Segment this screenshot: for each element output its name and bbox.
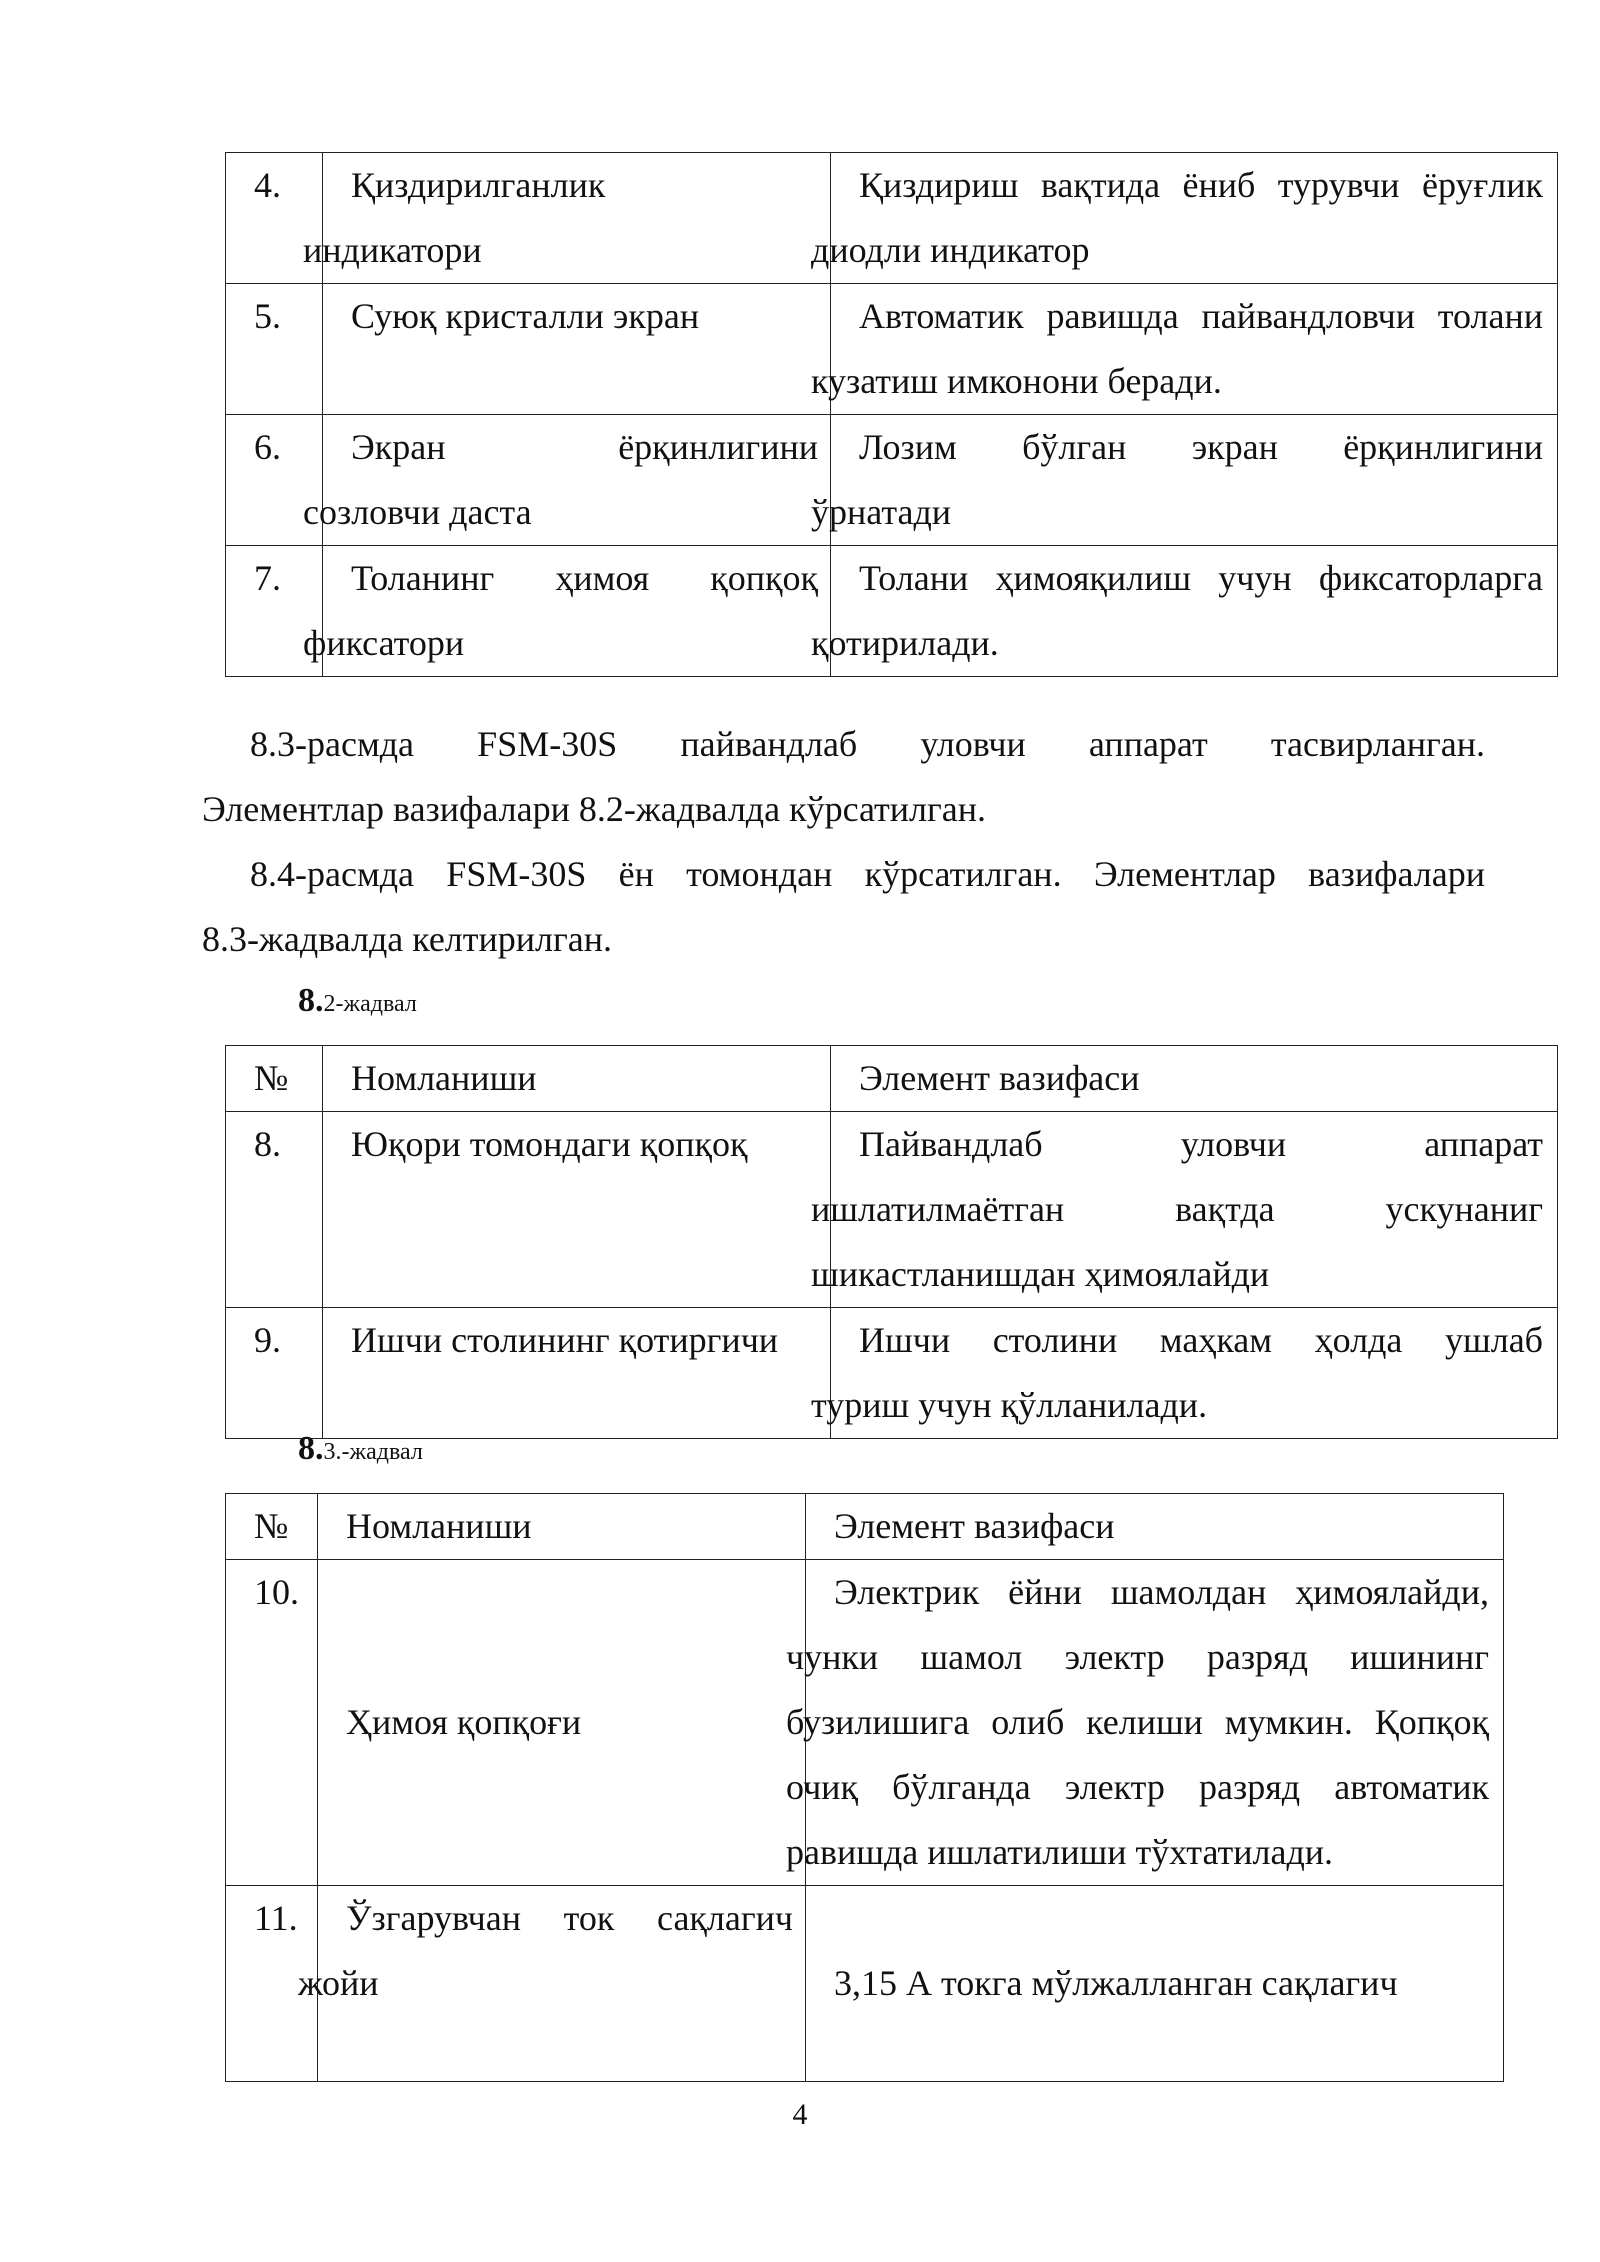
row-number: 4.: [254, 165, 281, 205]
element-name-line: Толанинг ҳимоя қопқоқ: [351, 558, 818, 598]
row-number: 5.: [254, 296, 281, 336]
element-desc-line: қотирилади.: [811, 623, 999, 663]
paragraph-line: 8.3-жадвалда келтирилган.: [202, 919, 613, 959]
table-header-row: [226, 1494, 1504, 1560]
element-desc-line: Автоматик равишда пайвандловчи толани: [859, 296, 1543, 336]
element-desc-line: Қиздириш вақтида ёниб турувчи ёруғлик: [859, 165, 1543, 205]
element-name-line: фиксатори: [303, 623, 465, 663]
element-desc-line: шикастланишдан ҳимоялайди: [811, 1254, 1270, 1294]
body-paragraph: [202, 712, 1485, 842]
caption-text: 3.-жадвал: [323, 1439, 423, 1465]
table-row: [226, 1886, 1504, 2082]
table-row: [226, 546, 1558, 677]
table-row: [226, 1560, 1504, 1886]
element-name-line: Қиздирилганлик: [351, 165, 606, 205]
column-header: Номланиши: [351, 1058, 537, 1098]
table-row: [226, 284, 1558, 415]
table-row: [226, 415, 1558, 546]
element-name: Ҳимоя қопқоғи: [346, 1702, 582, 1742]
caption-text: 2-жадвал: [323, 991, 417, 1017]
table-row: [226, 1308, 1558, 1439]
element-name: Ишчи столининг қотиргичи: [351, 1320, 779, 1360]
column-header: Номланиши: [346, 1506, 532, 1546]
paragraph-line: 8.4-расмда FSM-30S ён томондан кўрсатилган. Элементлар вазифалари: [250, 854, 1485, 894]
column-header: №: [254, 1506, 289, 1546]
element-desc-line: ишлатилмаётган вақтда ускунаниг: [811, 1189, 1543, 1229]
table-row: [226, 153, 1558, 284]
caption-bold: 8.: [298, 982, 324, 1019]
element-desc-line: равишда ишлатилиши тўхтатилади.: [786, 1832, 1334, 1872]
element-desc-line: кузатиш имконони беради.: [811, 361, 1222, 401]
column-header: Элемент вазифаси: [834, 1506, 1115, 1546]
paragraph-line: Элементлар вазифалари 8.2-жадвалда кўрсатилган.: [202, 789, 987, 829]
element-name-line: жойи: [298, 1963, 379, 2003]
element-desc-line: ўрнатади: [811, 492, 952, 532]
column-header: №: [254, 1058, 289, 1098]
element-desc-line: диодли индикатор: [811, 230, 1090, 270]
table-8-3: [225, 1493, 1504, 2082]
table-caption: [298, 1430, 423, 1468]
element-desc-line: туриш учун қўлланилади.: [811, 1385, 1208, 1425]
row-number: 11.: [254, 1898, 298, 1938]
row-number: 7.: [254, 558, 281, 598]
body-paragraph: [202, 842, 1485, 972]
element-desc: 3,15 А токга мўлжалланган сақлагич: [834, 1963, 1398, 2003]
row-number: 8.: [254, 1124, 281, 1164]
element-desc-line: чунки шамол электр разряд ишининг: [786, 1637, 1489, 1677]
paragraph-line: 8.3-расмда FSM-30S пайвандлаб уловчи аппарат тасвирланган.: [250, 724, 1485, 764]
table-row: [226, 1112, 1558, 1308]
element-desc-line: очиқ бўлганда электр разряд автоматик: [786, 1767, 1489, 1807]
table-8-2: [225, 1045, 1558, 1439]
element-name-line: Экран ёрқинлигини: [351, 427, 818, 467]
element-name-line: индикатори: [303, 230, 482, 270]
table-header-row: [226, 1046, 1558, 1112]
table-continued: [225, 152, 1558, 677]
table-caption: [298, 982, 417, 1020]
row-number: 6.: [254, 427, 281, 467]
element-name: Юқори томондаги қопқоқ: [351, 1124, 748, 1164]
element-name-line: созловчи даста: [303, 492, 532, 532]
element-desc-line: Толани ҳимояқилиш учун фиксаторларга: [859, 558, 1543, 598]
page-number: 4: [792, 2098, 808, 2131]
row-number: 10.: [254, 1572, 299, 1612]
element-desc-line: Электрик ёйни шамолдан ҳимоялайди,: [834, 1572, 1489, 1612]
element-name-line: Ўзгарувчан ток сақлагич: [346, 1898, 793, 1938]
element-desc-line: бузилишига олиб келиши мумкин. Қопқоқ: [786, 1702, 1489, 1742]
caption-bold: 8.: [298, 1430, 324, 1467]
element-desc-line: Лозим бўлган экран ёрқинлигини: [859, 427, 1543, 467]
element-name-line: Суюқ кристалли экран: [351, 296, 700, 336]
element-desc-line: Ишчи столини маҳкам ҳолда ушлаб: [859, 1320, 1543, 1360]
column-header: Элемент вазифаси: [859, 1058, 1140, 1098]
element-desc-line: Пайвандлаб уловчи аппарат: [859, 1124, 1543, 1164]
row-number: 9.: [254, 1320, 281, 1360]
